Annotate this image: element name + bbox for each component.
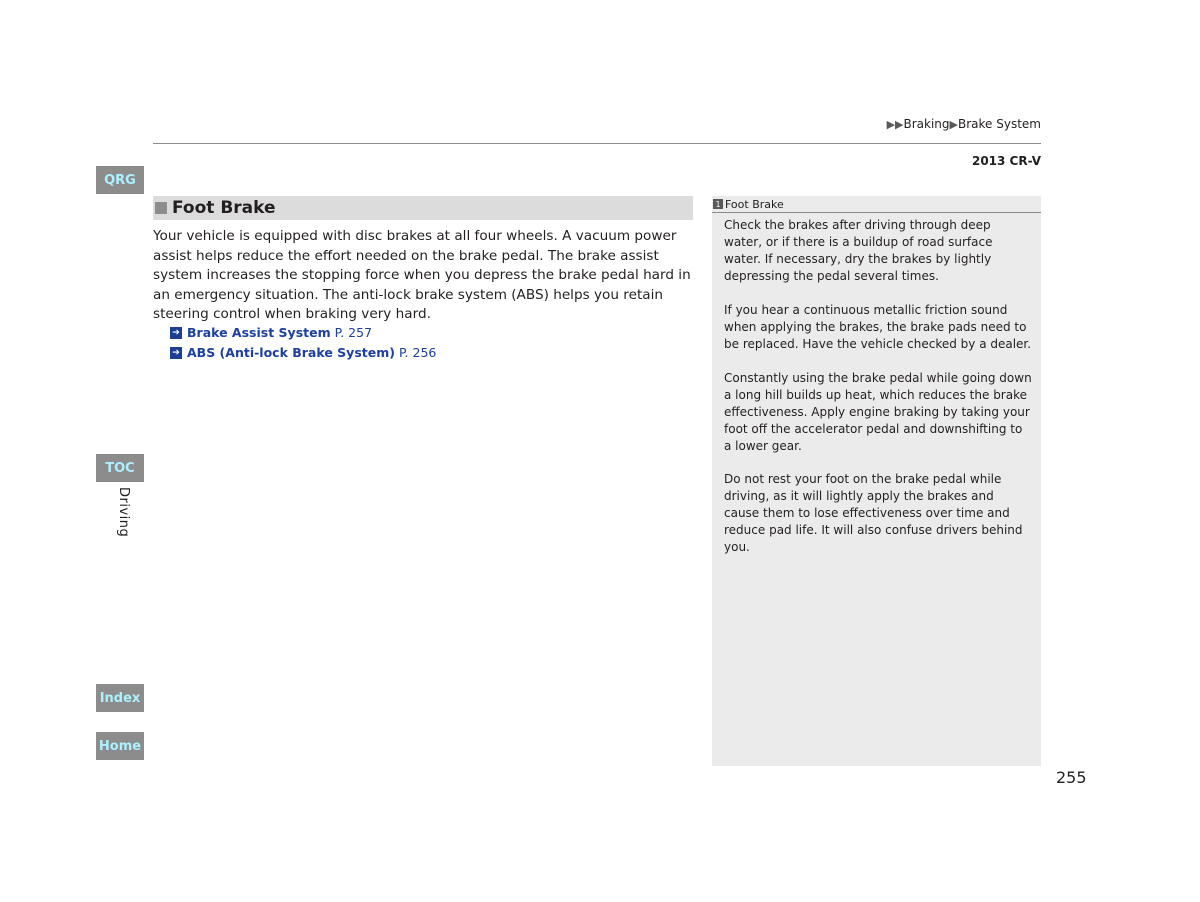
reference-arrow-icon: ➔ [170,347,182,359]
breadcrumb-brake-system[interactable]: Brake System [958,117,1041,131]
note-paragraph: Constantly using the brake pedal while going down a long hill builds up heat, which reduces the brake effectiveness. Apply engine braking by taking your foot off the accelerator pedal and downshifting to a lower gear. [724,371,1032,453]
xref-page[interactable]: P. 256 [398,345,437,360]
sidebar-title: Foot Brake [725,197,784,211]
xref-abs[interactable] [170,345,436,360]
section-title: Foot Brake [172,198,276,218]
note-paragraph: Do not rest your foot on the brake pedal while driving, as it will lightly apply the brakes and cause them to lose effectiveness over time and reduce pad life. It will also confuse drivers behind you. [724,472,1023,554]
breadcrumb-braking[interactable]: Braking [903,117,950,131]
page-number: 255 [1056,768,1087,787]
xref-brake-assist[interactable] [170,325,372,340]
section-heading [153,196,693,220]
note-number-icon: 1 [713,199,723,209]
sidebar-header [712,196,1041,213]
home-button[interactable]: Home [96,732,144,760]
toc-button[interactable]: TOC [96,454,144,482]
sidebar-notes [712,196,1041,766]
breadcrumb [887,117,1041,131]
reference-arrow-icon: ➔ [170,327,182,339]
xref-label[interactable]: Brake Assist System [187,325,331,340]
square-bullet-icon [155,202,167,214]
note-paragraph: If you hear a continuous metallic friction sound when applying the brakes, the brake pads need to be replaced. Have the vehicle checked by a dealer. [724,303,1032,351]
model-name: 2013 CR-V [971,154,1041,168]
xref-page[interactable]: P. 257 [334,325,373,340]
xref-label[interactable]: ABS (Anti-lock Brake System) [187,345,395,360]
index-button[interactable]: Index [96,684,144,712]
triangle-right-icon: ▶▶ [886,118,904,131]
triangle-right-icon: ▶ [949,118,958,131]
note-paragraph: Check the brakes after driving through deep water, or if there is a buildup of road surface water. If necessary, dry the brakes by lightly depressing the pedal several times. [724,218,993,283]
header-divider [153,143,1041,144]
qrg-button[interactable]: QRG [96,166,144,194]
section-label: Driving [116,487,131,538]
section-body: Your vehicle is equipped with disc brakes at all four wheels. A vacuum power assist helps reduce the effort needed on the brake pedal. The brake assist system increases the stopping force when you depress the brake pedal hard in an emergency situation. The anti-lock brake system (ABS) helps you retain steering control when braking very hard. [153,228,691,322]
